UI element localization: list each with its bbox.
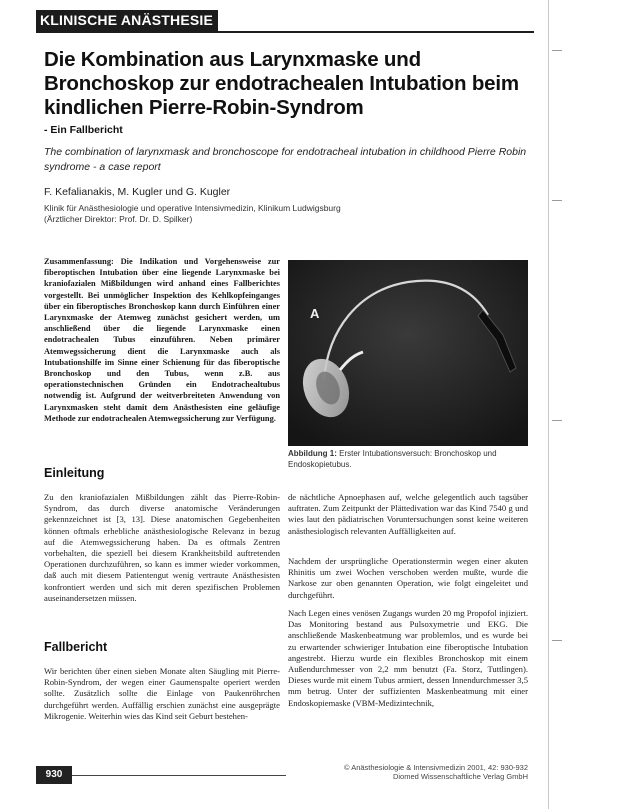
figure-marker: A [310, 306, 320, 321]
footer-rule [72, 775, 286, 776]
journal-info [288, 763, 528, 781]
page-edge-line [548, 0, 549, 809]
margin-mark [552, 50, 562, 51]
margin-mark [552, 420, 562, 421]
header-rule [36, 31, 534, 33]
figure-caption [288, 448, 528, 470]
section-banner: KLINISCHE ANÄSTHESIE [36, 10, 218, 31]
margin-mark [552, 200, 562, 201]
photo-background [288, 260, 528, 446]
page-number: 930 [36, 766, 72, 784]
figure-label: Abbildung 1: [288, 449, 337, 458]
heading-einleitung: Einleitung [44, 466, 105, 480]
paragraph: Wir berichten über einen sieben Monate alten Säugling mit Pierre-Robin-Syndrom, der wegen einer Gaumenspalte operiert werden sollte. Zusätzlich sollte die Einlage von Paukenröhrchen durchgeführt werden. Auffällig erschien zunächst eine ausgeprägte Mikrogenie. Weiterhin wies das Kind seit Geburt bestehen- [44, 666, 280, 721]
paragraph: Nachdem der ursprüngliche Operationstermin wegen einer akuten Rhinitis um zwei Wochen verschoben werden mußte, wurde die Narkose zur oben genannten Operation, wie folgt eingeleitet und durchgeführt. [288, 556, 528, 600]
paragraph: Nach Legen eines venösen Zugangs wurden 20 mg Propofol injiziert. Das Monitoring bestand aus Pulsoxymetrie und EKG. Die anschließende Maskenbeatmung war problemlos, und es wurde bei zu erwartender schwieriger Intubation eine fiberoptische Intubation angestrebt. Hierzu wurde ein flexibles Bronchoskop mit einem Außendurchmesser von 2,2 mm benutzt (Fa. Storz, Tuttlingen). Dieses wurde mit einem Tubus armiert, dessen Innendurchmesser 3,5 mm betrug. Unter der suffizienten Maskenbeatmung mit einer Endoskopiemaske (VBM-Medizintechnik, [288, 608, 528, 708]
article-subtitle: - Ein Fallbericht [44, 124, 123, 136]
bronchoscope-photo [288, 260, 528, 446]
authors: F. Kefalianakis, M. Kugler und G. Kugler [44, 186, 231, 198]
article-title: Die Kombination aus Larynxmaske und Bronchoskop zur endotrachealen Intubation beim kindlichen Pierre-Robin-Syndrom [44, 48, 519, 119]
paragraph: de nächtliche Apnoephasen auf, welche gelegentlich auch tagsüber auftraten. Zum Zeitpunkt der Plättedivation war das Kind 7540 g und wies laut den pädiatrischen Voruntersuchungen sonst keine weiteren anästhesiologisch relevanten Auffälligkeiten auf. [288, 492, 528, 536]
abstract-text: Die Indikation und Vorgehensweise zur fiberoptischen Intubation über eine liegende Larynxmaske bei kraniofazialen Mißbildungen wird anhand eines Fallberichtes vorgestellt. Bei unmöglicher Inspektion des Kehlkopfeinganges über ein fiberoptisches Bronchoskop kann durch Einführen einer Larynxmaske der Atemweg zunächst gesichert werden, um anschließend über die liegende Larynxmaske einen endotrachealen Tubus einzuführen. Neben primärer Atemwegssicherung dient die Larynxmaske auch als Intubationshilfe im Sinne einer Schienung für das fiberoptische Bronchoskop und den Tubus, wenn z.B. aus operationstechnischen Gründen ein Endotrachealtubus notwendig ist. Aufgrund der weitverbreiteten Anwendung von Larynxmasken steht damit dem Anästhesisten eine geläufige Methode zur endotrachealen Atemwegssicherung zur Verfügung. [44, 257, 280, 423]
heading-fallbericht: Fallbericht [44, 640, 108, 654]
figure-photo [288, 260, 528, 446]
affiliation-line: Klinik für Anästhesiologie und operative Intensivmedizin, Klinikum Ludwigsburg [44, 203, 341, 213]
figure-caption-text: Erster Intubationsversuch: Bronchoskop und Endoskopietubus. [288, 449, 497, 469]
english-title: The combination of larynxmask and bronchoscope for endotracheal intubation in childhood Pierre Robin syndrome - a case report [44, 146, 527, 173]
abstract-label: Zusammenfassung: [44, 257, 114, 266]
affiliation-line: (Ärztlicher Direktor: Prof. Dr. D. Spilker) [44, 214, 193, 224]
paragraph: Zu den kraniofazialen Mißbildungen zählt das Pierre-Robin-Syndrom, das durch diverse anatomische Veränderungen gekennzeichnet ist [3, 13]. Diese anatomischen Gegebenheiten können oftmals erhebliche anästhesiologische Relevanz in bezug auf die Atemwegssicherung haben. Da es oftmals Zentren vorbehalten, die speziell bei diesem Krankheitsbild auftretenden Operationen durchzuführen, so kann es immer wieder vorkommen, daß auch mit diesem Patientengut wenig vertraute Anästhesisten konfrontiert werden und sich mit deren spezifischen Problemen auseinandersetzen müssen. [44, 492, 280, 603]
margin-mark [552, 640, 562, 641]
journal-line: Diomed Wissenschaftliche Verlag GmbH [392, 772, 528, 781]
journal-line: © Anästhesiologie & Intensivmedizin 2001, 42: 930-932 [344, 763, 528, 772]
affiliation [44, 203, 530, 225]
abstract [44, 256, 280, 424]
